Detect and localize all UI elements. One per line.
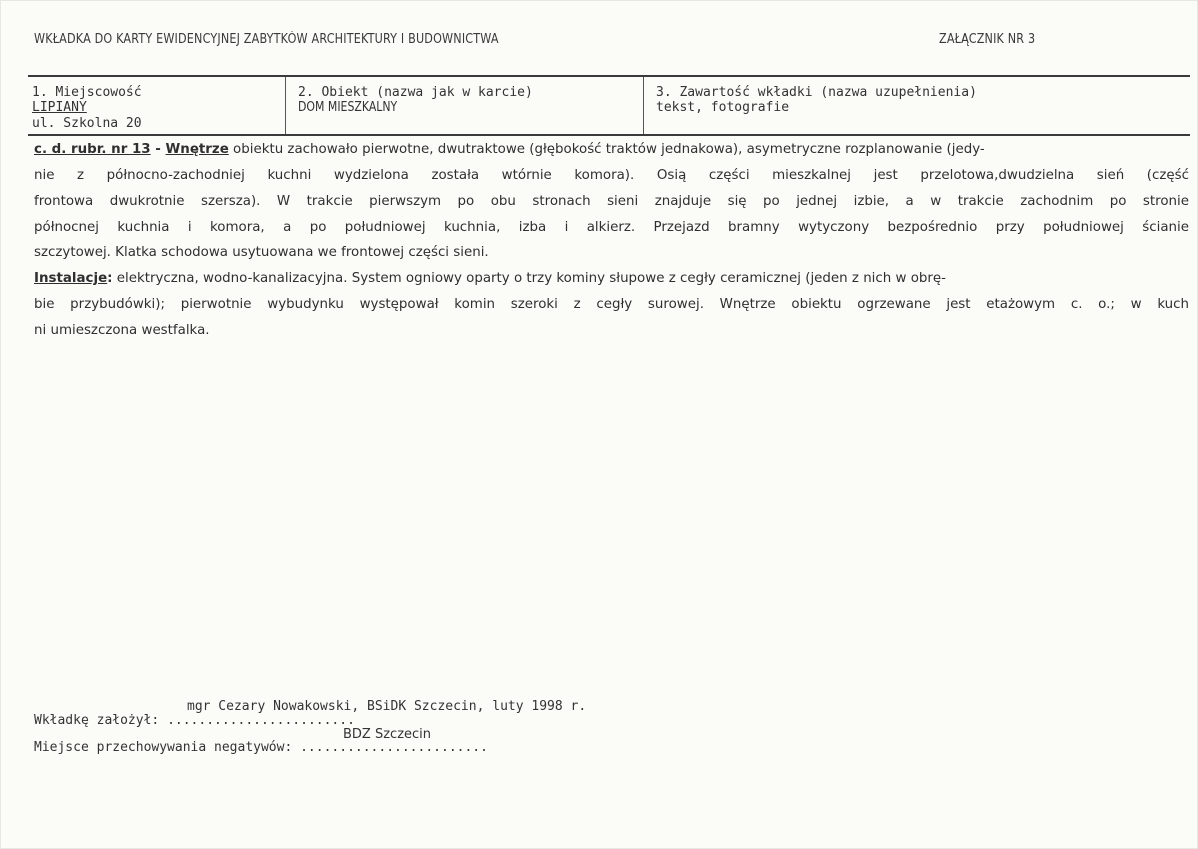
paragraph-line: północnej kuchnia i komora, a po południowej kuchnia, izba i alkierz. Przejazd bramny wytyczony bezpośrednio przy południowej ścianie	[34, 220, 1189, 235]
storage-value: BDZ Szczecin	[343, 727, 432, 742]
location-label: 1. Miejscowość	[32, 85, 142, 100]
author-text: mgr Cezary Nowakowski, BSiDK Szczecin, luty 1998 r.	[187, 699, 587, 714]
paragraph-line	[34, 270, 946, 288]
storage-label: Miejsce przechowywania negatywów:	[34, 740, 301, 755]
paragraph-line: bie przybudówki); pierwotnie wybudynku występował komin szeroki z cegły surowej. Wnętrze obiektu ogrzewane jest etażowym c. o.; w kuch	[34, 297, 1189, 312]
location-address: ul. Szkolna 20	[32, 116, 142, 131]
storage-dots: ........................	[300, 740, 488, 755]
storage-row	[34, 740, 488, 755]
table-cell-contents	[643, 77, 1190, 134]
object-label: 2. Obiekt (nazwa jak w karcie)	[298, 85, 533, 100]
object-value: DOM MIESZKALNY	[298, 100, 398, 115]
section-colon: :	[107, 271, 113, 286]
location-value: LIPIANY	[32, 100, 87, 115]
paragraph-text: obiektu zachowało pierwotne, dwutraktowe (głębokość traktów jednakowa), asymetryczne rozplanowanie (jedy-	[228, 142, 985, 157]
table-cell-location	[28, 77, 285, 134]
header-table	[28, 75, 1190, 136]
created-by-label: Wkładkę założył:	[34, 713, 168, 728]
paragraph-line: frontowa dwukrotnie szersza). W trakcie pierwszym po obu stronach sieni znajduje się po jednej izbie, a w trakcie zachodnim po stronie	[34, 194, 1189, 209]
created-by-row	[34, 713, 355, 728]
paragraph-line: nie z północno-zachodniej kuchni wydzielona została wtórnie komora). Osią części mieszkalnej jest przelotowa,dwudzielna sień (część	[34, 168, 1189, 183]
created-by-dots: ........................	[167, 713, 355, 728]
section-title-interior: Wnętrze	[165, 142, 229, 157]
paragraph-line: szczytowej. Klatka schodowa usytuowana we frontowej części sieni.	[34, 245, 489, 260]
annex-number: ZAŁĄCZNIK NR 3	[939, 32, 1036, 47]
paragraph-text: elektryczna, wodno-kanalizacyjna. System ogniowy oparty o trzy kominy słupowe z cegły ceramicznej (jeden z nich w obrę-	[112, 271, 946, 286]
section-title-installations: Instalacje	[34, 271, 108, 286]
contents-value: tekst, fotografie	[656, 100, 790, 115]
section-reference: c. d. rubr. nr 13	[34, 142, 151, 157]
paragraph-line: ni umieszczona westfalka.	[34, 323, 210, 338]
table-cell-object	[285, 77, 643, 134]
paragraph-line	[34, 141, 985, 159]
document-title: WKŁADKA DO KARTY EWIDENCYJNEJ ZABYTKÓW ARCHITEKTURY I BUDOWNICTWA	[34, 32, 499, 47]
contents-label: 3. Zawartość wkładki (nazwa uzupełnienia)	[656, 85, 977, 100]
section-dash: -	[150, 142, 166, 157]
